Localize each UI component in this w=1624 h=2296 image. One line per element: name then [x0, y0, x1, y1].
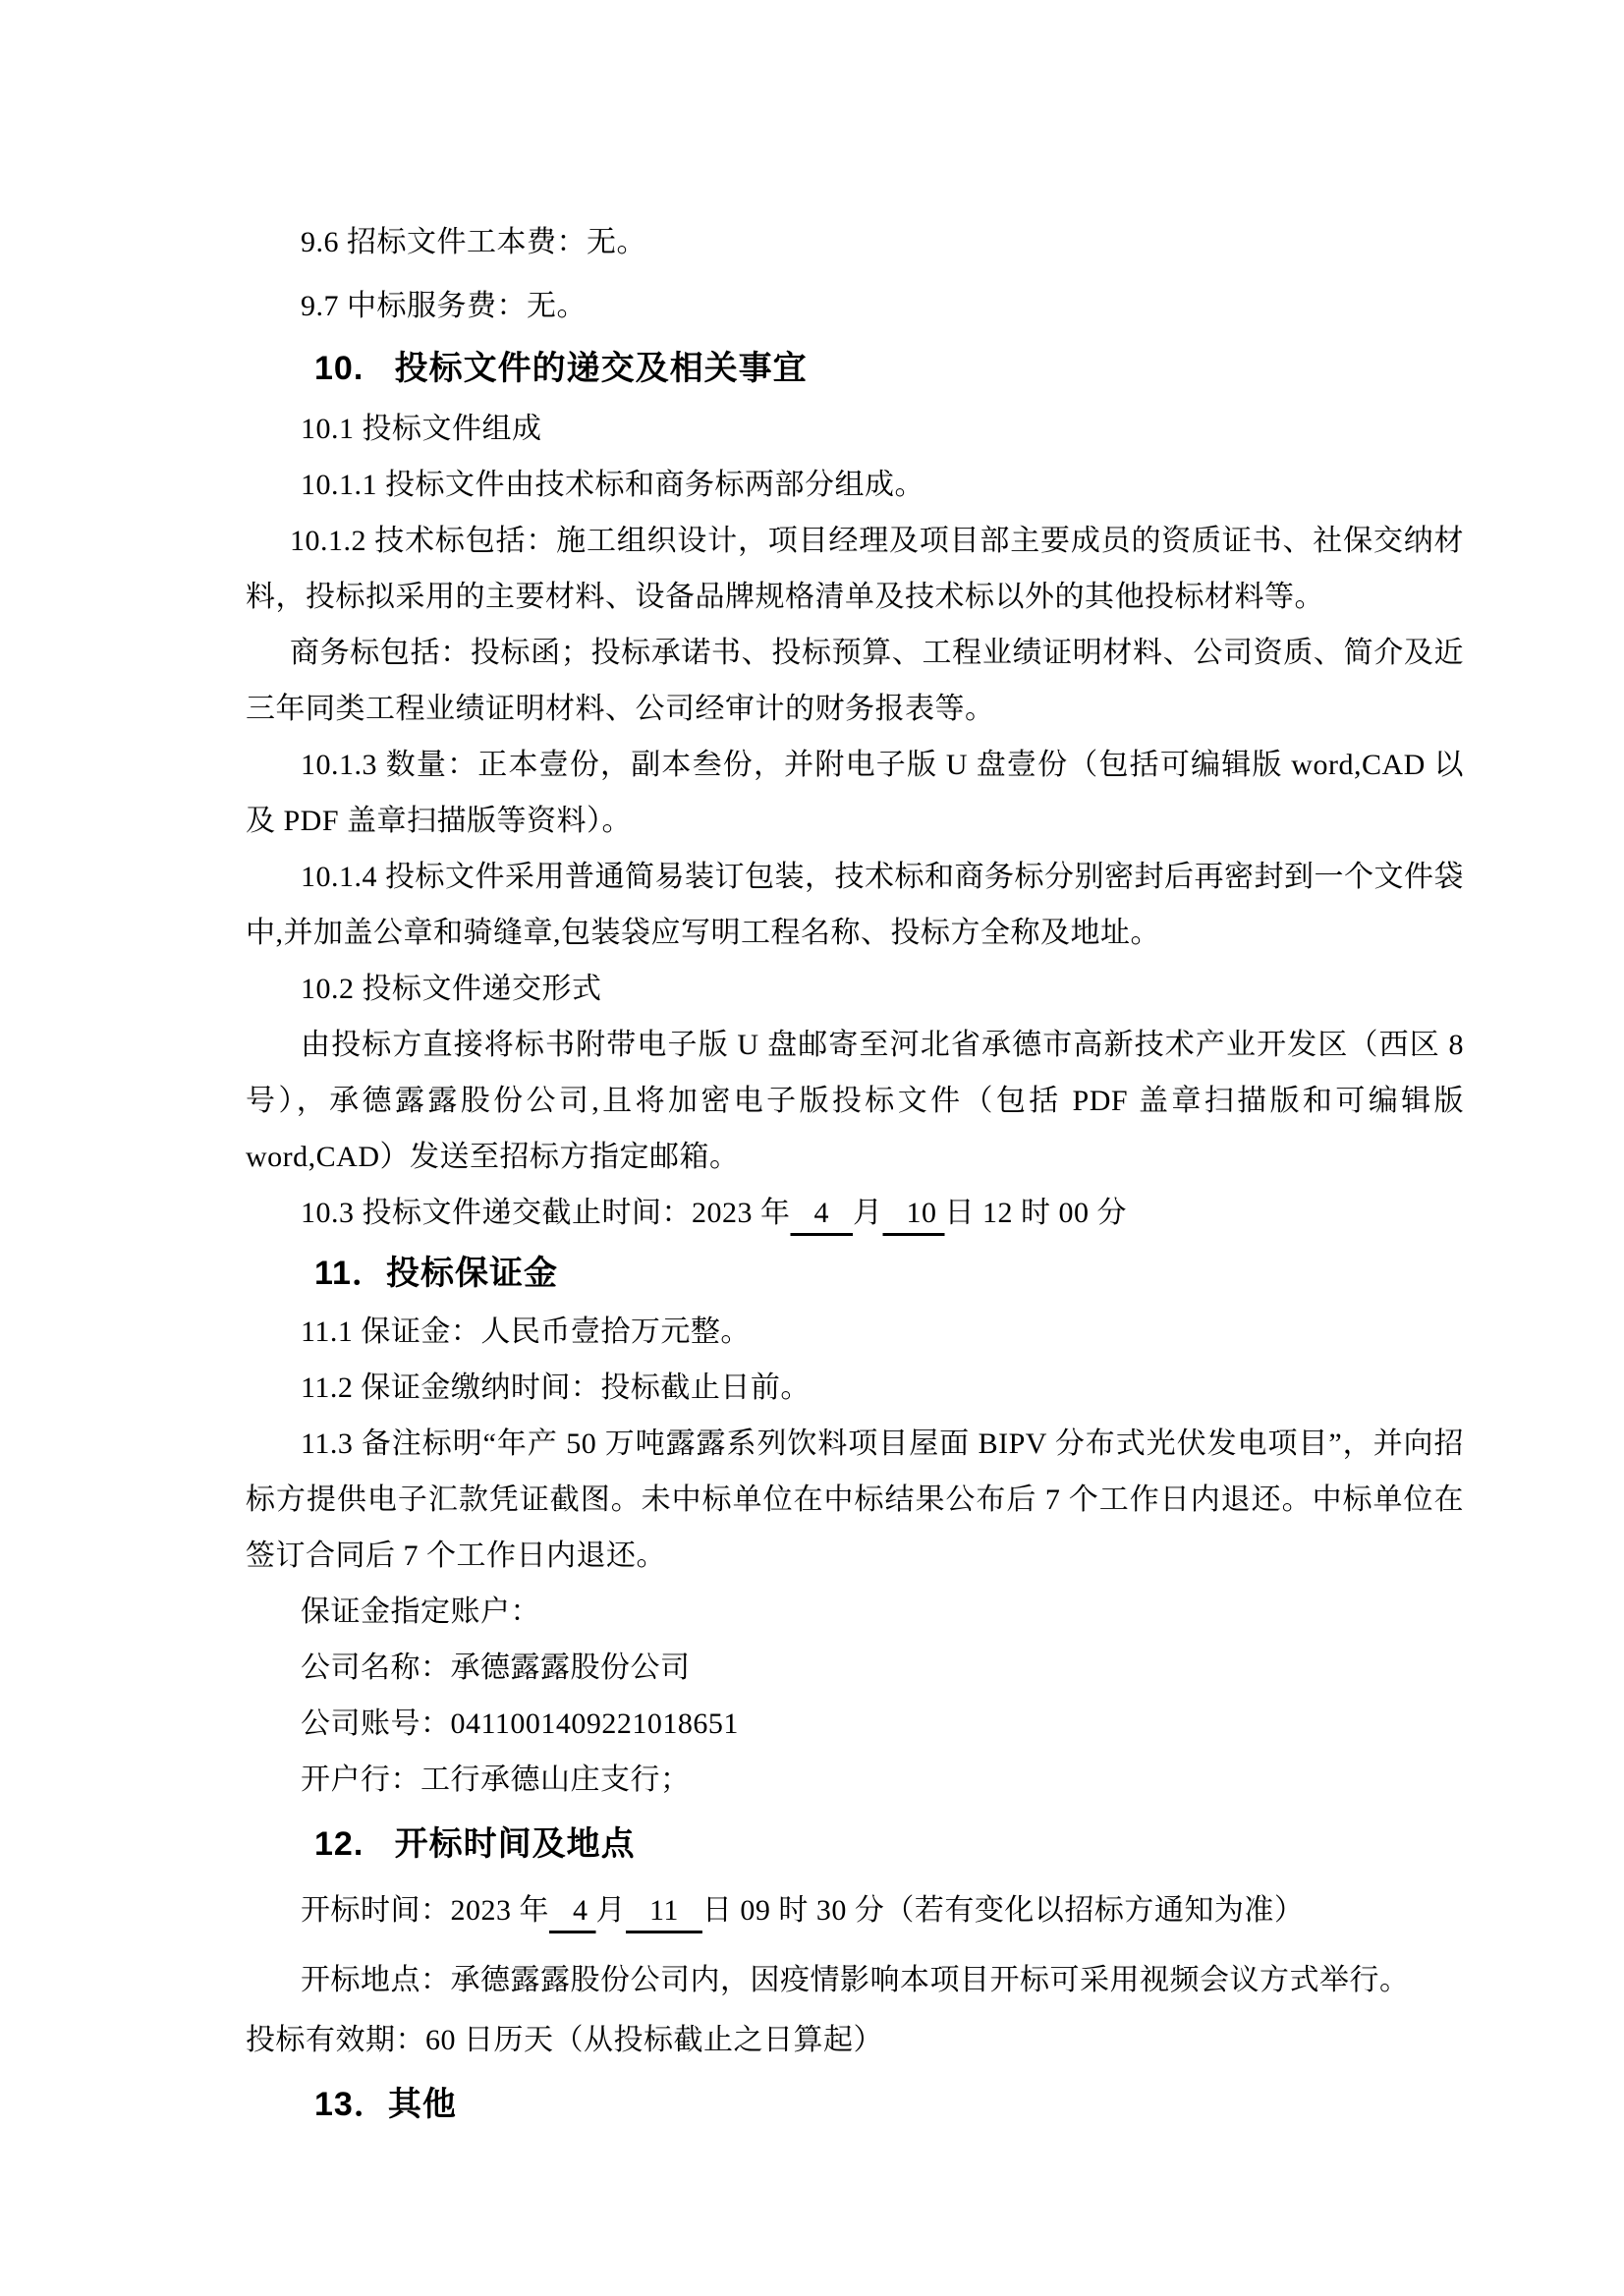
opening-month-label: 月	[595, 1894, 626, 1927]
clause-mail-delivery: 由投标方直接将标书附带电子版 U 盘邮寄至河北省承德市高新技术产业开发区（西区 8 号），承德露露股份公司,且将加密电子版投标文件（包括 PDF 盖章扫描版和可编辑版 word,CAD）发送至招标方指定邮箱。	[246, 1029, 1464, 1173]
section-12-heading: 12. 开标时间及地点	[314, 1825, 636, 1863]
deadline-prefix: 10.3 投标文件递交截止时间：2023 年	[301, 1197, 791, 1229]
bid-opening-time	[246, 1882, 1464, 1938]
opening-month-blank: 4	[549, 1894, 596, 1927]
clause-11-1: 11.1 保证金：人民币壹拾万元整。	[301, 1316, 751, 1348]
section-13-heading: 13．其他	[314, 2086, 457, 2123]
bid-opening-place: 开标地点：承德露露股份公司内，因疫情影响本项目开标可采用视频会议方式举行。	[301, 1964, 1410, 1996]
clause-10-1-2: 10.1.2 技术标包括：施工组织设计，项目经理及项目部主要成员的资质证书、社保交纳材料，投标拟采用的主要材料、设备品牌规格清单及技术标以外的其他投标材料等。	[246, 525, 1464, 613]
deposit-account-title: 保证金指定账户：	[301, 1596, 540, 1628]
clause-10-1: 10.1 投标文件组成	[301, 413, 542, 445]
clause-10-2: 10.2 投标文件递交形式	[301, 973, 602, 1005]
section-10-heading: 10. 投标文件的递交及相关事宜	[314, 350, 808, 387]
opening-time-suffix: 日 09 时 30 分（若有变化以招标方通知为准）	[701, 1894, 1305, 1927]
clause-9-6: 9.6 招标文件工本费：无。	[301, 226, 646, 258]
clause-10-1-1: 10.1.1 投标文件由技术标和商务标两部分组成。	[301, 469, 924, 501]
deadline-month-blank: 4	[790, 1197, 853, 1229]
bid-validity-period: 投标有效期：60 日历天（从投标截止之日算起）	[246, 2024, 883, 2056]
opening-time-prefix: 开标时间：2023 年	[301, 1894, 549, 1927]
deadline-suffix: 日 12 时 00 分	[944, 1197, 1127, 1229]
deadline-month-label: 月	[853, 1197, 883, 1229]
section-11-heading: 11．投标保证金	[314, 1255, 558, 1292]
clause-business-bid: 商务标包括：投标函；投标承诺书、投标预算、工程业绩证明材料、公司资质、简介及近三年同类工程业绩证明材料、公司经审计的财务报表等。	[246, 637, 1464, 725]
clause-9-7: 9.7 中标服务费：无。	[301, 290, 587, 322]
clause-10-1-3: 10.1.3 数量：正本壹份，副本叁份，并附电子版 U 盘壹份（包括可编辑版 word,CAD 以及 PDF 盖章扫描版等资料）。	[246, 749, 1464, 837]
deadline-day-blank: 10	[882, 1197, 945, 1229]
clause-10-3-deadline	[246, 1185, 1464, 1241]
clause-11-3: 11.3 备注标明“年产 50 万吨露露系列饮料项目屋面 BIPV 分布式光伏发电项目”，并向招标方提供电子汇款凭证截图。未中标单位在中标结果公布后 7 个工作日内退还。中标单位在签订合同后 7 个工作日内退还。	[246, 1428, 1464, 1572]
clause-11-2: 11.2 保证金缴纳时间：投标截止日前。	[301, 1372, 811, 1404]
deposit-company-name: 公司名称：承德露露股份公司	[301, 1652, 691, 1684]
opening-day-blank: 11	[626, 1894, 702, 1927]
deposit-bank: 开户行：工行承德山庄支行；	[301, 1764, 691, 1796]
clause-10-1-4: 10.1.4 投标文件采用普通简易装订包装，技术标和商务标分别密封后再密封到一个文件袋中,并加盖公章和骑缝章,包装袋应写明工程名称、投标方全称及地址。	[246, 861, 1464, 949]
deposit-account-number: 公司账号：0411001409221018651	[301, 1708, 739, 1740]
